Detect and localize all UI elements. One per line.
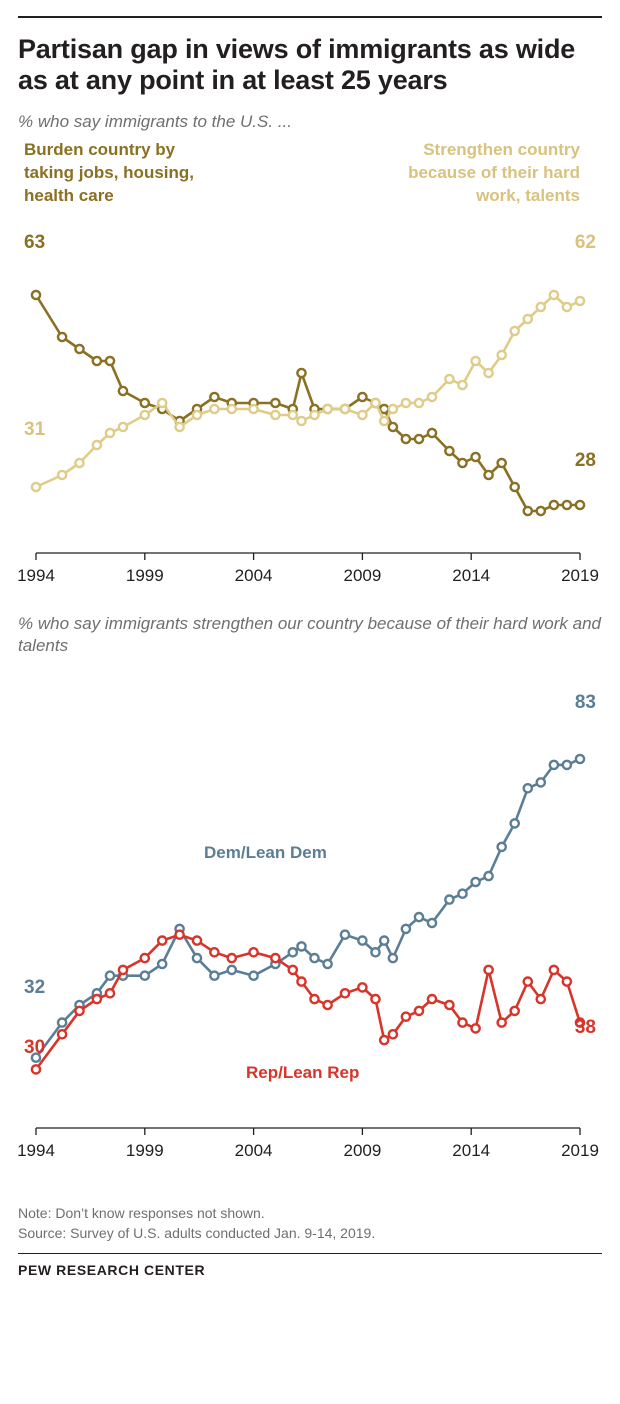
- series-point: [106, 971, 114, 979]
- series-point: [106, 429, 114, 437]
- series-point: [485, 965, 493, 973]
- series-point: [563, 303, 571, 311]
- x-axis-tick: 1999: [125, 565, 164, 585]
- legend-burden: Burden country by: [24, 139, 176, 159]
- chart-2: [18, 658, 602, 1203]
- series-point: [498, 1018, 506, 1026]
- series-point: [297, 977, 305, 985]
- series-point: [141, 411, 149, 419]
- series-point: [563, 977, 571, 985]
- series-point: [472, 877, 480, 885]
- series-point: [485, 471, 493, 479]
- series-point: [428, 995, 436, 1003]
- series-point: [537, 995, 545, 1003]
- note-text: Note: Don’t know responses not shown.: [18, 1204, 265, 1221]
- series-point: [58, 1018, 66, 1026]
- series-point: [141, 399, 149, 407]
- series-point: [324, 1000, 332, 1008]
- series-point: [158, 959, 166, 967]
- series-point: [310, 954, 318, 962]
- series-point: [228, 954, 236, 962]
- series-point: [297, 942, 305, 950]
- legend-rep: Rep/Lean Rep: [246, 1062, 360, 1082]
- series-point: [358, 393, 366, 401]
- series-point: [119, 965, 127, 973]
- series-point: [511, 327, 519, 335]
- series-point: [485, 872, 493, 880]
- value-strengthen-start: 31: [24, 418, 46, 440]
- series-point: [563, 760, 571, 768]
- x-axis-tick: 1999: [125, 1140, 164, 1160]
- series-point: [310, 411, 318, 419]
- value-rep-start: 30: [24, 1036, 46, 1058]
- series-point: [511, 1006, 519, 1014]
- series-point: [524, 315, 532, 323]
- series-point: [498, 842, 506, 850]
- legend-burden: health care: [24, 185, 114, 205]
- infographic-page: [0, 16, 620, 1404]
- legend-strengthen: work, talents: [476, 185, 580, 205]
- series-point: [93, 357, 101, 365]
- series-point: [415, 913, 423, 921]
- brand-label: PEW RESEARCH CENTER: [18, 1262, 206, 1279]
- series-point: [75, 459, 83, 467]
- series-point: [402, 924, 410, 932]
- series-point: [402, 399, 410, 407]
- series-point: [297, 417, 305, 425]
- series-point: [358, 983, 366, 991]
- series-point: [371, 948, 379, 956]
- series-point: [271, 411, 279, 419]
- series-point: [458, 1018, 466, 1026]
- series-point: [106, 357, 114, 365]
- legend-strengthen: Strengthen country: [423, 139, 580, 159]
- series-point: [210, 393, 218, 401]
- series-point: [324, 959, 332, 967]
- series-point: [93, 441, 101, 449]
- series-point: [228, 405, 236, 413]
- series-point: [472, 357, 480, 365]
- series-point: [271, 954, 279, 962]
- series-point: [210, 405, 218, 413]
- x-axis-tick: 2019: [561, 565, 599, 585]
- value-strengthen-end: 62: [574, 231, 596, 253]
- series-line: [36, 934, 580, 1069]
- series-point: [75, 345, 83, 353]
- x-axis-tick: 2014: [452, 1140, 491, 1160]
- x-axis-tick: 2004: [234, 565, 273, 585]
- series-point: [193, 936, 201, 944]
- legend-strengthen: because of their hard: [408, 162, 580, 182]
- x-axis-tick: 2009: [343, 565, 382, 585]
- series-point: [358, 936, 366, 944]
- top-divider: [18, 16, 602, 18]
- series-point: [537, 507, 545, 515]
- series-point: [289, 411, 297, 419]
- series-point: [563, 501, 571, 509]
- series-point: [472, 1024, 480, 1032]
- series-point: [550, 965, 558, 973]
- series-point: [250, 948, 258, 956]
- series-point: [550, 291, 558, 299]
- series-point: [289, 965, 297, 973]
- series-point: [210, 971, 218, 979]
- series-point: [32, 483, 40, 491]
- series-point: [193, 954, 201, 962]
- series-point: [58, 333, 66, 341]
- page-title: Partisan gap in views of immigrants as wide as at any point in at least 25 years: [18, 34, 576, 96]
- legend-dem: Dem/Lean Dem: [204, 842, 327, 862]
- series-point: [428, 918, 436, 926]
- series-point: [228, 965, 236, 973]
- series-point: [176, 423, 184, 431]
- series-point: [537, 778, 545, 786]
- series-point: [324, 405, 332, 413]
- series-point: [271, 399, 279, 407]
- series-point: [576, 754, 584, 762]
- series-point: [415, 399, 423, 407]
- series-point: [415, 1006, 423, 1014]
- x-axis-tick: 1994: [17, 565, 55, 585]
- series-point: [358, 411, 366, 419]
- series-point: [389, 954, 397, 962]
- series-point: [524, 784, 532, 792]
- series-point: [576, 297, 584, 305]
- chart-2-svg: [18, 658, 602, 1203]
- series-point: [93, 995, 101, 1003]
- value-dem-start: 32: [24, 976, 46, 998]
- series-point: [550, 501, 558, 509]
- series-point: [511, 483, 519, 491]
- series-point: [445, 447, 453, 455]
- series-point: [119, 387, 127, 395]
- series-point: [485, 369, 493, 377]
- chart-1-subtitle: % who say immigrants to the U.S. ...: [18, 111, 292, 131]
- series-point: [106, 989, 114, 997]
- series-point: [210, 948, 218, 956]
- series-point: [341, 405, 349, 413]
- series-point: [550, 760, 558, 768]
- series-point: [524, 507, 532, 515]
- chart-2-subtitle: % who say immigrants strengthen our country because of their hard work and talents: [18, 613, 602, 656]
- series-point: [58, 471, 66, 479]
- chart-1: [18, 133, 602, 613]
- value-rep-end: 38: [574, 1016, 596, 1038]
- series-point: [119, 423, 127, 431]
- series-point: [428, 393, 436, 401]
- series-point: [310, 995, 318, 1003]
- series-point: [341, 989, 349, 997]
- x-axis-tick: 2019: [561, 1140, 599, 1160]
- series-point: [428, 429, 436, 437]
- series-line: [36, 295, 580, 511]
- series-point: [445, 895, 453, 903]
- x-axis-tick: 1994: [17, 1140, 55, 1160]
- series-point: [250, 405, 258, 413]
- series-point: [402, 1012, 410, 1020]
- chart-1-svg: [18, 133, 602, 613]
- value-dem-end: 83: [574, 691, 596, 713]
- series-point: [380, 1036, 388, 1044]
- series-point: [458, 889, 466, 897]
- series-point: [158, 936, 166, 944]
- series-point: [389, 405, 397, 413]
- series-point: [371, 399, 379, 407]
- series-point: [389, 423, 397, 431]
- series-point: [75, 1006, 83, 1014]
- series-point: [458, 459, 466, 467]
- series-point: [402, 435, 410, 443]
- legend-burden: taking jobs, housing,: [24, 162, 194, 182]
- series-point: [32, 1065, 40, 1073]
- series-point: [445, 1000, 453, 1008]
- series-point: [32, 291, 40, 299]
- series-point: [297, 369, 305, 377]
- series-point: [380, 417, 388, 425]
- series-point: [250, 971, 258, 979]
- series-point: [58, 1030, 66, 1038]
- series-point: [576, 501, 584, 509]
- series-point: [176, 930, 184, 938]
- series-point: [141, 971, 149, 979]
- series-point: [537, 303, 545, 311]
- series-point: [511, 819, 519, 827]
- x-axis-tick: 2004: [234, 1140, 273, 1160]
- value-burden-start: 63: [24, 231, 46, 253]
- value-burden-end: 28: [574, 449, 596, 471]
- source-text: Source: Survey of U.S. adults conducted Jan. 9-14, 2019.: [18, 1224, 376, 1241]
- footer-divider: [18, 1253, 602, 1254]
- series-point: [371, 995, 379, 1003]
- series-point: [141, 954, 149, 962]
- series-point: [498, 459, 506, 467]
- series-point: [498, 351, 506, 359]
- series-point: [524, 977, 532, 985]
- series-point: [380, 936, 388, 944]
- series-point: [158, 399, 166, 407]
- x-axis-tick: 2014: [452, 565, 491, 585]
- series-point: [472, 453, 480, 461]
- x-axis-tick: 2009: [343, 1140, 382, 1160]
- series-point: [289, 948, 297, 956]
- series-point: [415, 435, 423, 443]
- series-point: [445, 375, 453, 383]
- series-point: [380, 405, 388, 413]
- series-point: [341, 930, 349, 938]
- series-point: [193, 411, 201, 419]
- series-point: [389, 1030, 397, 1038]
- series-point: [458, 381, 466, 389]
